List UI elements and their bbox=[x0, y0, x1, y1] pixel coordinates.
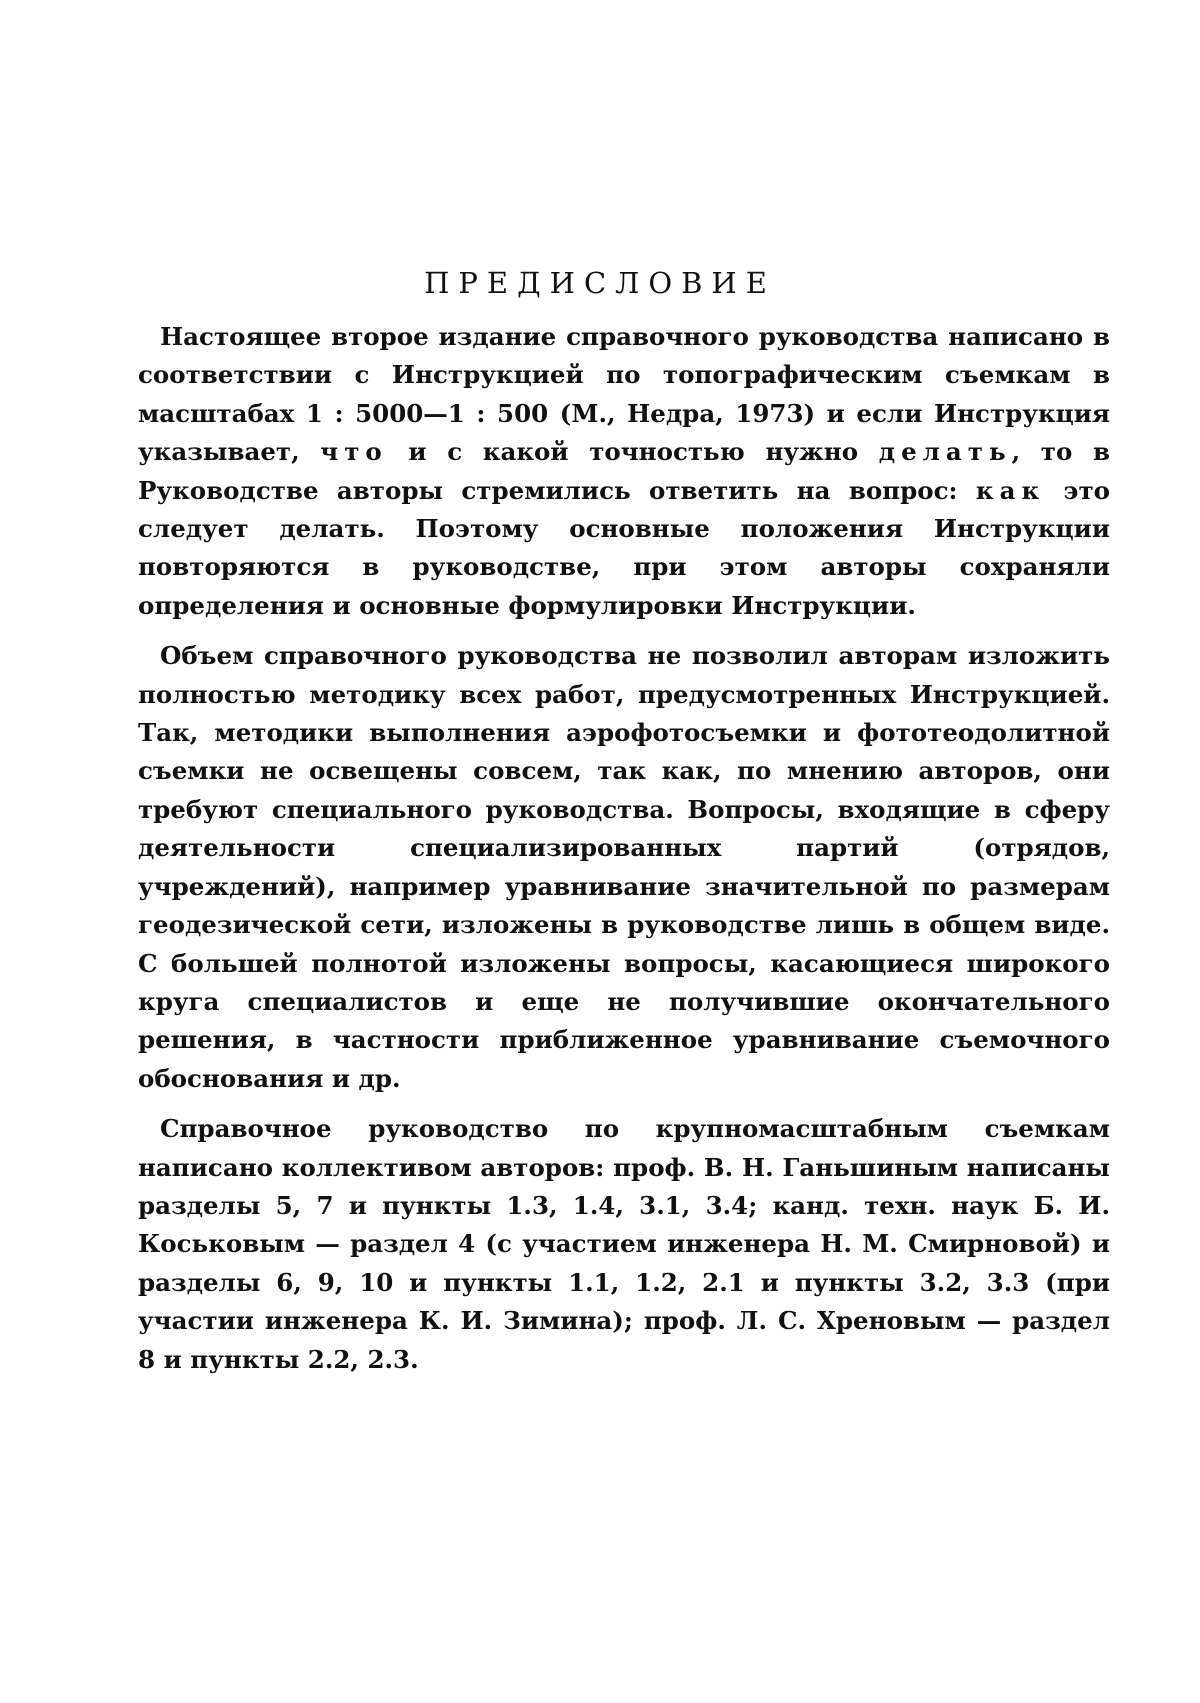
paragraph-2: Объем справочного руководства не позволил авторам изложить полностью методику всех работ, предусмотренных Инструкцией. Так, методики выполнения аэрофотосъемки и фототеодолитной съемки не освещены совсем, так как, по мнению авторов, они требуют специального руководства. Вопросы, входящие в сферу деятельности специализированных партий (отрядов, учреждений), например уравнивание значительной по размерам геодезической сети, изложены в руководстве лишь в общем виде. С большей полнотой изложены вопросы, касающиеся широкого круга специалистов и еще не получившие окончательного решения, в частности приближенное уравнивание съемочного обоснования и др. bbox=[138, 641, 1110, 1093]
paragraph-1-part-b: и с какой точностью нужно bbox=[387, 437, 879, 467]
emphasis-chto: что bbox=[320, 437, 388, 467]
paragraph-1 bbox=[138, 318, 1110, 625]
emphasis-kak: как bbox=[975, 475, 1046, 505]
paragraph-1-part-a: Настоящее второе издание справочного руководства написано в соответствии с Инструкцией по топографическим съемкам в масштабах 1 : 5000—1 : 500 (М., Недра, 1973) и если Инструкция указывает, bbox=[138, 322, 1110, 467]
preface-body bbox=[138, 318, 1110, 1391]
paragraph-1-part-d: это следует делать. Поэтому основные положения Инструкции повторяются в руководстве, при этом авторы сохраняли определения и основные формулировки Инструкции. bbox=[138, 475, 1110, 620]
paragraph-1-part-c: , то в Руководстве авторы стремились ответить на вопрос: bbox=[138, 437, 1110, 505]
page-title: ПРЕДИСЛОВИЕ bbox=[424, 266, 776, 300]
paragraph-3: Справочное руководство по крупномасштабным съемкам написано коллективом авторов: проф. В. Н. Ганьшиным написаны разделы 5, 7 и пункты 1.3, 1.4, 3.1, 3.4; канд. техн. наук Б. И. Коськовым — раздел 4 (с участием инженера Н. М. Смирновой) и разделы 6, 9, 10 и пункты 1.1, 1.2, 2.1 и пункты 3.2, 3.3 (при участии инженера К. И. Зимина); проф. Л. С. Хреновым — раздел 8 и пункты 2.2, 2.3. bbox=[138, 1114, 1110, 1374]
emphasis-delat: делать bbox=[878, 437, 1012, 467]
